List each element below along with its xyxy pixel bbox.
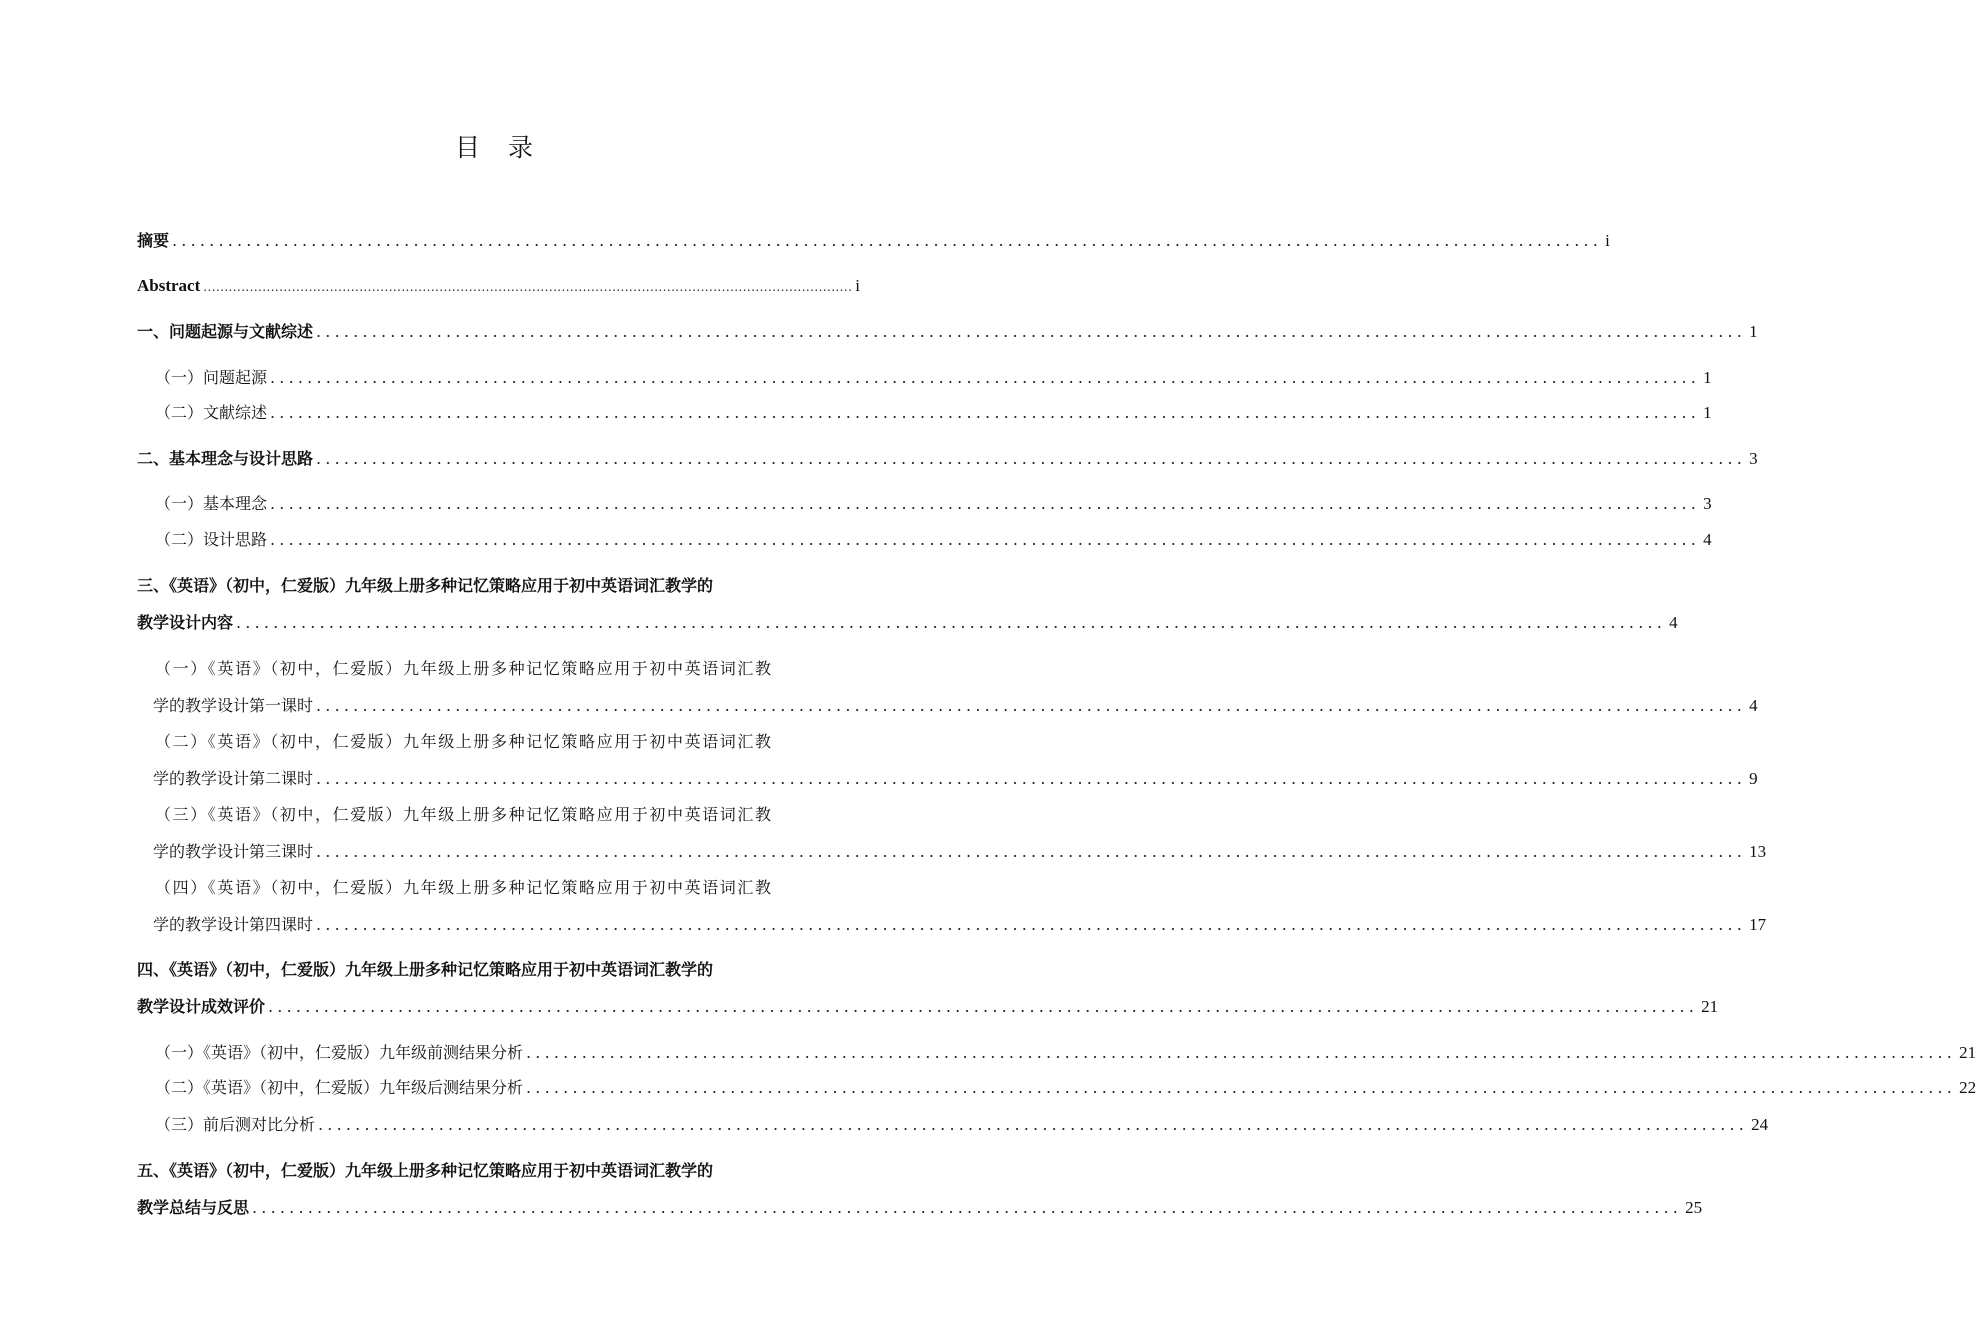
toc-entry-chapter-5-line1[interactable]: 五、《英语》（初中，仁爱版）九年级上册多种记忆策略应用于初中英语词汇教学的 [137, 1161, 714, 1180]
toc-entry-3-4-line1[interactable]: （四）《英语》（初中，仁爱版）九年级上册多种记忆策略应用于初中英语词汇教 [155, 878, 773, 897]
toc-entry-text: （二）设计思路 [155, 530, 268, 549]
toc-entry-3-3[interactable] [153, 840, 1767, 864]
page-title: 目 录 [455, 133, 543, 162]
toc-entry-chapter-2[interactable] [137, 447, 1758, 471]
toc-entry-chapter-3-line1[interactable]: 三、《英语》（初中，仁爱版）九年级上册多种记忆策略应用于初中英语词汇教学的 [137, 576, 714, 595]
toc-entry-chapter-4-line1[interactable]: 四、《英语》（初中，仁爱版）九年级上册多种记忆策略应用于初中英语词汇教学的 [137, 960, 714, 979]
toc-entry-4-1[interactable] [155, 1041, 1976, 1065]
toc-entry-text: 二、基本理念与设计思路 [137, 449, 314, 468]
dot-leader: .......................................................................................................................................................... [316, 915, 1747, 934]
toc-entry-3-2[interactable] [153, 767, 1758, 791]
toc-entry-text: 学的教学设计第三课时 [153, 842, 314, 861]
toc-entry-text: （二）文献综述 [155, 403, 268, 422]
toc-entry-text: 学的教学设计第二课时 [153, 769, 314, 788]
toc-entry-3-1-line1[interactable]: （一）《英语》（初中，仁爱版）九年级上册多种记忆策略应用于初中英语词汇教 [155, 659, 773, 678]
toc-entry-text: 教学设计内容 [137, 613, 234, 632]
toc-entry-text: Abstract [137, 276, 201, 295]
toc-page-number: i [855, 276, 861, 295]
dot-leader: .......................................................................................................................................................... [316, 842, 1747, 861]
toc-entry-text: （三）前后测对比分析 [155, 1115, 316, 1134]
toc-page-number: 4 [1703, 530, 1712, 549]
toc-entry-4-2[interactable] [155, 1076, 1976, 1100]
toc-entry-chapter-5[interactable] [137, 1196, 1703, 1220]
dot-leader: .......................................................................................................................................................... [270, 368, 1701, 387]
toc-entry-text: （一）《英语》（初中，仁爱版）九年级前测结果分析 [155, 1043, 524, 1062]
toc-entry-text: 一、问题起源与文献综述 [137, 322, 314, 341]
dot-leader: .......................................................................................................................................................... [270, 530, 1701, 549]
toc-page-number: 22 [1959, 1078, 1976, 1097]
toc-page-number: i [1605, 231, 1610, 250]
dot-leader: .......................................................................................................................................................... [236, 613, 1667, 632]
toc-page-number: 9 [1749, 769, 1758, 788]
toc-entry-abstract-en[interactable] [137, 274, 859, 298]
toc-page-number: 4 [1749, 696, 1758, 715]
toc-entry-3-2-line1[interactable]: （二）《英语》（初中，仁爱版）九年级上册多种记忆策略应用于初中英语词汇教 [155, 732, 773, 751]
toc-entry-3-1[interactable] [153, 694, 1758, 718]
toc-entry-text: （一）问题起源 [155, 368, 268, 387]
dot-leader: .......................................................................................................................................................... [270, 494, 1701, 513]
toc-entry-text: （二）《英语》（初中，仁爱版）九年级后测结果分析 [155, 1078, 524, 1097]
toc-entry-text: 教学设计成效评价 [137, 997, 266, 1016]
toc-page-number: 24 [1751, 1115, 1769, 1134]
toc-page-number: 1 [1749, 322, 1758, 341]
toc-page-number: 25 [1685, 1198, 1703, 1217]
toc-entry-3-3-line1[interactable]: （三）《英语》（初中，仁爱版）九年级上册多种记忆策略应用于初中英语词汇教 [155, 805, 773, 824]
toc-entry-chapter-3[interactable] [137, 611, 1678, 635]
toc-entry-text: （一）基本理念 [155, 494, 268, 513]
toc-entry-text: 学的教学设计第四课时 [153, 915, 314, 934]
dot-leader: .......................................................................................................................................................... [316, 696, 1747, 715]
dot-leader: .......................................................................................................................................................... [316, 322, 1747, 341]
toc-page-number: 13 [1749, 842, 1767, 861]
toc-page-number: 3 [1703, 494, 1712, 513]
toc-page-number: 1 [1703, 403, 1712, 422]
dot-leader: .......................................................................................................................................................... [252, 1198, 1683, 1217]
toc-entry-text: 摘要 [137, 231, 170, 250]
toc-entry-chapter-4[interactable] [137, 995, 1719, 1019]
dot-leader: .......................................................................................................................................................... [318, 1115, 1749, 1134]
toc-entry-abstract-cn[interactable] [137, 229, 1610, 253]
toc-entry-2-1[interactable] [155, 492, 1712, 516]
dot-leader: .......................................................................................................................................................... [526, 1078, 1957, 1097]
toc-entry-3-4[interactable] [153, 913, 1767, 937]
toc-page-number: 4 [1669, 613, 1678, 632]
dot-leader: .......................................................................................................................................................... [203, 280, 853, 294]
toc-page-number: 21 [1701, 997, 1719, 1016]
dot-leader: .......................................................................................................................................................... [268, 997, 1699, 1016]
toc-page-number: 3 [1749, 449, 1758, 468]
toc-page-number: 1 [1703, 368, 1712, 387]
toc-entry-text: 教学总结与反思 [137, 1198, 250, 1217]
toc-entry-1-2[interactable] [155, 401, 1712, 425]
dot-leader: .......................................................................................................................................................... [172, 231, 1603, 250]
dot-leader: .......................................................................................................................................................... [526, 1043, 1957, 1062]
toc-entry-4-3[interactable] [155, 1113, 1769, 1137]
toc-page-number: 21 [1959, 1043, 1976, 1062]
toc-entry-text: 学的教学设计第一课时 [153, 696, 314, 715]
toc-page-number: 17 [1749, 915, 1767, 934]
dot-leader: .......................................................................................................................................................... [270, 403, 1701, 422]
toc-entry-2-2[interactable] [155, 528, 1712, 552]
toc-entry-chapter-1[interactable] [137, 320, 1758, 344]
dot-leader: .......................................................................................................................................................... [316, 769, 1747, 788]
toc-entry-1-1[interactable] [155, 366, 1712, 390]
dot-leader: .......................................................................................................................................................... [316, 449, 1747, 468]
